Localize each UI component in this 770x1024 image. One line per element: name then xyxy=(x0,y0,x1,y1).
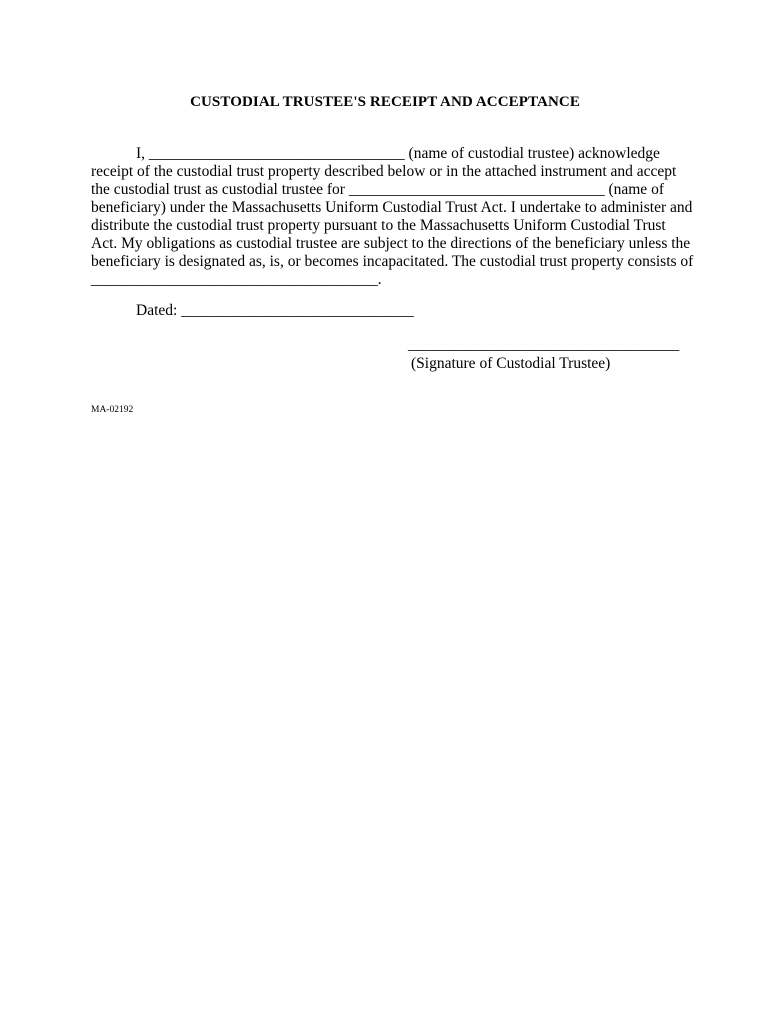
document-title: CUSTODIAL TRUSTEE'S RECEIPT AND ACCEPTANCE xyxy=(190,94,580,110)
body-paragraph xyxy=(91,145,694,289)
body-line: beneficiary) under the Massachusetts Uniform Custodial Trust Act. I undertake to administer and xyxy=(91,199,693,216)
body-line: the custodial trust as custodial trustee for _________________________________ (name of xyxy=(91,181,664,198)
signature-label: (Signature of Custodial Trustee) xyxy=(411,355,611,372)
body-line: receipt of the custodial trust property described below or in the attached instrument and accept xyxy=(91,163,677,180)
body-line: I, _________________________________ (name of custodial trustee) acknowledge xyxy=(136,145,660,162)
body-line: _____________________________________. xyxy=(91,271,382,288)
body-line: Act. My obligations as custodial trustee are subject to the directions of the beneficiary unless the xyxy=(91,235,691,252)
form-code: MA-02192 xyxy=(91,405,134,415)
dated-line: Dated: ______________________________ xyxy=(136,302,414,319)
body-line: distribute the custodial trust property pursuant to the Massachusetts Uniform Custodial Trust xyxy=(91,217,666,234)
signature-line: ___________________________________ xyxy=(408,336,680,353)
body-line: beneficiary is designated as, is, or becomes incapacitated. The custodial trust property consists of xyxy=(91,253,694,270)
